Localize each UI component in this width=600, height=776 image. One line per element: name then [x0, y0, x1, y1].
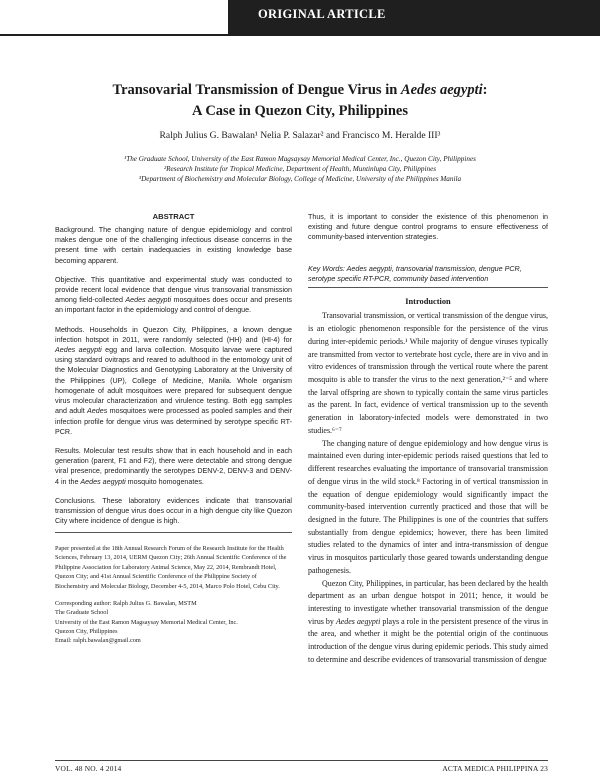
- affiliation-1: ¹The Graduate School, University of the East Ramon Magsaysay Memorial Medical Center, Inc., Quezon City, Philippines: [124, 155, 476, 163]
- introduction-heading: Introduction: [405, 297, 451, 306]
- abstract-heading: ABSTRACT: [152, 212, 195, 221]
- affiliation-2: ²Research Institute for Tropical Medicine, Department of Health, Muntinlupa City, Philippines: [163, 165, 437, 174]
- intro-paragraph-1: Transovarial transmission, or vertical transmission of the dengue virus, is an etiologic phenomenon responsible for the persistence of the virus during inter-epidemic periods.¹ While majority of dengue viruses typically are transmitted from vector to vertebrate host cycle, there are in vivo and in vitro evidences of transmission through the vertical route where the parent mosquito is able to transfer the virus to the next generation,²⁻⁵ and where the larval offspring are shown to typically contain the same virus particles as the parent. In fact, evidence of vertical transmission up to the seventh generation in laboratory-infected models were demonstrated in two studies.⁶⁻⁷: [308, 311, 548, 435]
- abstract-results: Results. Molecular test results show that in each household and in each generation (parent, F1 and F2), there were detectable and strong dengue viral presence, predominantly the serotypes DENV-2, DENV-3 and DENV-4 in the Aedes aegypti mosquito homogenates.: [55, 447, 292, 486]
- header-rule: [0, 34, 600, 36]
- presentation-note: Paper presented at the 18th Annual Research Forum of the Research Institute for the Health Sciences, February 13, 2014, UERM Quezon City; 26th Annual Scientific Conference of the Philippine Association for Laboratory Animal Science, May 22, 2014, Rembrandt Hotel, Quezon City; and 41st Annual Scientific Conference of the Philippine Society of Biochemistry and Molecular Biology, December 4-5, 2014, Marco Polo Hotel, Cebu City.: [55, 545, 287, 590]
- title-species: Aedes aegypti: [400, 82, 483, 98]
- corresponding-city: Quezon City, Philippines: [55, 628, 118, 635]
- intro-paragraph-3: Quezon City, Philippines, in particular, has been declared by the health department as an urban dengue hotspot in 2011; hence, it would be interesting to investigate whether transovarial transmission of the dengue virus by Aedes aegypti plays a role in the persistent presence of the virus in the area, and whether it might be the potential origin of the continuous introduction of the dengue virus during epidemic periods. This study aimed to determine and describe evidences of transovarial transmission of dengue: [308, 578, 548, 664]
- affiliations: [60, 154, 540, 185]
- article-title: Transovarial Transmission of Dengue Virus in Aedes aegypti: A Case in Quezon City, Philippines: [112, 82, 488, 120]
- abstract-background: Background. The changing nature of dengue epidemiology and control makes dengue one of the challenging infectious disease concerns in the present time with certain inadequacies in existing knowledge base becoming apparent.: [55, 225, 292, 265]
- abstract-conclusions: Conclusions. These laboratory evidences indicate that transovarial transmission of dengue virus does occur in a high dengue city like Quezon City where incidence of dengue is high.: [55, 496, 292, 526]
- corresponding-univ: University of the East Ramon Magsaysay Memorial Medical Center, Inc.: [55, 618, 238, 626]
- author-list: Ralph Julius G. Bawalan¹ Nelia P. Salazar² and Francisco M. Heralde III³: [159, 130, 441, 141]
- footnote-divider: [55, 532, 292, 533]
- abstract-left-column: [55, 212, 292, 536]
- intro-paragraph-2: The changing nature of dengue epidemiology and how dengue virus is maintained even during inter-epidemic periods raised questions that led to different researches evaluating the importance of transovarial transmission of dengue virus in the wild stock.⁸ Factoring in of vertical transmission in the equation of dengue epidemiology would significantly impact the community-based intervention currently practiced and those that will be designed in the future. The Philippines is one of the countries that suffers substantially from dengue epidemics; however, there has been limited studies related to the dynamics of inter and intra-transmission of dengue virus in mosquitos particularly those geared towards understanding dengue pathogenesis.: [308, 438, 548, 575]
- abstract-objective: Objective. This quantitative and experimental study was conducted to provide recent local evidence that dengue virus transovarial transmission among field-collected Aedes aegypti mosquitoes does occur and presents an important factor in the epidemiology and control of dengue.: [55, 275, 292, 315]
- section-banner: [228, 0, 600, 34]
- corresponding-email: Email: ralph.bawalan@gmail.com: [55, 637, 141, 645]
- keywords-divider: [308, 287, 548, 288]
- keywords: Key Words: Aedes aegypti, transovarial transmission, dengue PCR, serotype specific RT-PCR, community based intervention: [308, 265, 522, 284]
- affiliation-3: ³Department of Biochemistry and Molecular Biology, College of Medicine, University of the Philippines Manila: [138, 175, 462, 184]
- journal-page: ACTA MEDICA PHILIPPINA 23: [442, 764, 548, 773]
- corresponding-author: Corresponding author: Ralph Julius G. Bawalan, MSTM: [55, 599, 197, 607]
- volume-info: VOL. 48 NO. 4 2014: [55, 764, 122, 773]
- abstract-methods: Methods. Households in Quezon City, Philippines, a known dengue infection hotspot in 2011, were randomly selected (HH) and (HI-4) for Aedes aegypti egg and larva collection. Mosquito larvae were captured using standard ovitraps and reared to adulthood in the entomology unit of the Molecular Diagnostics and Genotyping Laboratory at the University of the Philippines (UP), College of Medicine, Manila. Whole organism homogenate of adult mosquitoes were prepared for subsequent dengue virus molecular characterization and virulence testing. Both egg samples and adult Aedes mosquitoes were processed as pooled samples and their infection profile for dengue virus was determined by serotype specific RT-PCR.: [55, 325, 293, 436]
- footer-rule: [55, 760, 548, 761]
- section-label: ORIGINAL ARTICLE: [258, 7, 386, 21]
- footnotes: [55, 544, 292, 646]
- introduction-section: [308, 295, 548, 667]
- abstract-continuation: Thus, it is important to consider the existence of this phenomenon in existing and future dengue control programs to ensure effectiveness of community-based intervention strategies.: [308, 213, 548, 242]
- corresponding-org: The Graduate School: [55, 609, 109, 617]
